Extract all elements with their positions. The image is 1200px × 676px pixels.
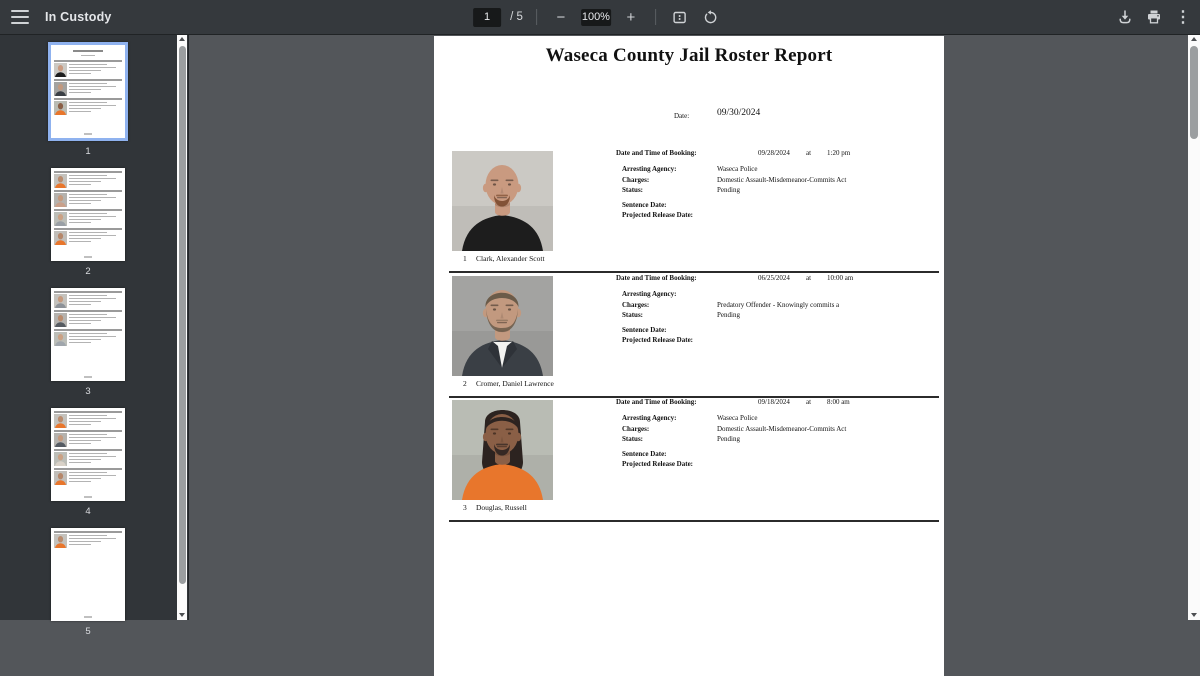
- sidebar-scroll-up-icon[interactable]: [177, 34, 187, 45]
- thumbnail-page-3[interactable]: [51, 288, 125, 397]
- thumb-entry: [54, 190, 122, 207]
- agency-label: Arresting Agency:: [622, 414, 677, 422]
- thumbnail-page-2[interactable]: [51, 168, 125, 277]
- fit-page-button[interactable]: [669, 6, 691, 28]
- charges-value: Domestic Assault-Misdemeanor-Commits Act: [717, 425, 847, 433]
- main-scroll-down-icon[interactable]: [1188, 609, 1200, 620]
- thumb-entry: [54, 171, 122, 188]
- thumb-entry: [54, 468, 122, 485]
- booking-at-label: at: [806, 149, 812, 157]
- thumb-entry: [54, 411, 122, 428]
- report-date-value: 09/30/2024: [717, 108, 761, 118]
- release-date-label: Projected Release Date:: [622, 336, 694, 344]
- mugshot-photo: [452, 276, 553, 376]
- thumbnail-photo: [54, 452, 67, 466]
- document-viewport: [189, 34, 1200, 620]
- thumbnail-photo: [54, 193, 67, 207]
- booking-at-label: at: [806, 398, 812, 406]
- thumb-title-line: [73, 50, 104, 52]
- zoom-out-button[interactable]: −: [550, 6, 572, 28]
- charges-value: Domestic Assault-Misdemeanor-Commits Act: [717, 176, 847, 184]
- inmate-name: Clark, Alexander Scott: [476, 254, 545, 263]
- thumbnail-page-label: 4: [85, 506, 91, 517]
- booking-label: Date and Time of Booking:: [616, 274, 697, 282]
- thumbnail-photo: [54, 414, 67, 428]
- booking-date: 09/18/2024: [758, 398, 790, 406]
- thumbnail-page-label: 3: [85, 386, 91, 397]
- sidebar-scrollbar-thumb[interactable]: [179, 46, 186, 584]
- thumbnail-page-5[interactable]: [51, 528, 125, 637]
- document-title: In Custody: [45, 10, 112, 24]
- thumbnail-preview[interactable]: [51, 168, 125, 261]
- thumb-entry: [54, 209, 122, 226]
- sentence-date-label: Sentence Date:: [622, 201, 667, 209]
- print-icon: [1146, 9, 1162, 25]
- sidebar-scrollbar[interactable]: [177, 34, 187, 620]
- status-value: Pending: [717, 435, 740, 443]
- thumbnail-photo: [54, 471, 67, 485]
- print-button[interactable]: [1143, 6, 1165, 28]
- release-date-label: Projected Release Date:: [622, 460, 694, 468]
- release-date-label: Projected Release Date:: [622, 211, 694, 219]
- mugshot-image: [452, 276, 553, 376]
- thumbnail-photo: [54, 101, 67, 115]
- charges-label: Charges:: [622, 176, 650, 184]
- thumbnail-page-label: 2: [85, 266, 91, 277]
- pdf-toolbar: [0, 0, 1200, 34]
- more-options-button[interactable]: ⋮: [1172, 6, 1194, 28]
- thumbnail-sidebar: [0, 34, 189, 637]
- status-label: Status:: [622, 311, 644, 319]
- agency-value: Waseca Police: [717, 165, 758, 173]
- entry-number: 3: [463, 503, 467, 512]
- status-label: Status:: [622, 435, 644, 443]
- thumbnail-photo: [54, 332, 67, 346]
- thumbnail-page-1[interactable]: [48, 42, 128, 157]
- inmate-entry: [434, 148, 944, 272]
- thumbnail-photo: [54, 212, 67, 226]
- page-count-label: / 5: [510, 11, 523, 23]
- thumb-entry: [54, 98, 122, 115]
- menu-icon[interactable]: [9, 8, 31, 26]
- thumbnail-photo: [54, 294, 67, 308]
- thumb-page-mark: [84, 133, 92, 135]
- inmate-name: Douglas, Russell: [476, 503, 527, 512]
- fit-page-icon: [672, 10, 687, 25]
- sidebar-scroll-down-icon[interactable]: [177, 609, 187, 620]
- thumbnail-page-4[interactable]: [51, 408, 125, 517]
- thumbnail-photo: [54, 82, 67, 96]
- thumbnail-photo: [54, 433, 67, 447]
- booking-label: Date and Time of Booking:: [616, 149, 697, 157]
- entry-divider: [449, 520, 939, 522]
- status-value: Pending: [717, 311, 740, 319]
- report-date-label: Date:: [674, 112, 690, 120]
- thumb-page-mark: [84, 256, 92, 258]
- thumb-page-mark: [84, 376, 92, 378]
- thumbnail-page-label: 1: [85, 146, 91, 157]
- thumb-entry: [54, 228, 122, 245]
- thumbnail-preview[interactable]: [48, 42, 128, 141]
- booking-at-label: at: [806, 274, 812, 282]
- thumb-entry: [54, 329, 122, 346]
- thumb-entry: [54, 60, 122, 77]
- booking-time: 10:00 am: [827, 274, 854, 282]
- thumbnail-photo: [54, 231, 67, 245]
- charges-label: Charges:: [622, 425, 650, 433]
- main-scrollbar[interactable]: [1188, 34, 1200, 620]
- mugshot-photo: [452, 400, 553, 500]
- thumb-entry: [54, 449, 122, 466]
- thumbnail-preview[interactable]: [51, 528, 125, 621]
- thumbnail-photo: [54, 174, 67, 188]
- pdf-page-1: [434, 36, 944, 676]
- mugshot-image: [452, 151, 553, 251]
- thumbnail-preview[interactable]: [51, 288, 125, 381]
- zoom-level-display: 100%: [581, 9, 611, 26]
- rotate-button[interactable]: [700, 6, 722, 28]
- thumb-page-mark: [84, 616, 92, 618]
- toolbar-divider: [536, 9, 537, 25]
- zoom-in-button[interactable]: +: [620, 6, 642, 28]
- inmate-entry: [434, 397, 944, 521]
- rotate-counterclockwise-icon: [703, 10, 718, 25]
- thumb-entry: [54, 531, 122, 548]
- thumb-page-mark: [84, 496, 92, 498]
- entry-number: 2: [463, 379, 467, 388]
- mugshot-image: [452, 400, 553, 500]
- main-scroll-up-icon[interactable]: [1188, 34, 1200, 45]
- page-number-input[interactable]: [473, 8, 501, 27]
- agency-label: Arresting Agency:: [622, 290, 677, 298]
- thumbnail-photo: [54, 534, 67, 548]
- thumbnail-photo: [54, 63, 67, 77]
- thumbnail-list: [0, 34, 176, 637]
- agency-value: Waseca Police: [717, 414, 758, 422]
- booking-date: 09/28/2024: [758, 149, 790, 157]
- booking-time: 8:00 am: [827, 398, 850, 406]
- thumbnail-photo: [54, 313, 67, 327]
- thumb-entry: [54, 430, 122, 447]
- download-button[interactable]: [1114, 6, 1136, 28]
- sentence-date-label: Sentence Date:: [622, 450, 667, 458]
- thumb-entry: [54, 79, 122, 96]
- charges-label: Charges:: [622, 301, 650, 309]
- thumbnail-page-label: 5: [85, 626, 91, 637]
- download-icon: [1117, 9, 1133, 25]
- status-label: Status:: [622, 186, 644, 194]
- inmate-name: Cromer, Daniel Lawrence: [476, 379, 554, 388]
- status-value: Pending: [717, 186, 740, 194]
- thumbnail-preview[interactable]: [51, 408, 125, 501]
- thumb-entry: [54, 291, 122, 308]
- booking-time: 1:20 pm: [827, 149, 851, 157]
- mugshot-photo: [452, 151, 553, 251]
- toolbar-divider: [655, 9, 656, 25]
- inmate-entry: [434, 273, 944, 397]
- thumb-date-line: [81, 55, 96, 56]
- main-scrollbar-thumb[interactable]: [1190, 46, 1198, 139]
- booking-label: Date and Time of Booking:: [616, 398, 697, 406]
- booking-date: 06/25/2024: [758, 274, 790, 282]
- entry-number: 1: [463, 254, 467, 263]
- agency-label: Arresting Agency:: [622, 165, 677, 173]
- thumb-entry: [54, 310, 122, 327]
- report-title: Waseca County Jail Roster Report: [545, 45, 833, 66]
- charges-value: Predatory Offender - Knowingly commits a: [717, 301, 840, 309]
- sentence-date-label: Sentence Date:: [622, 326, 667, 334]
